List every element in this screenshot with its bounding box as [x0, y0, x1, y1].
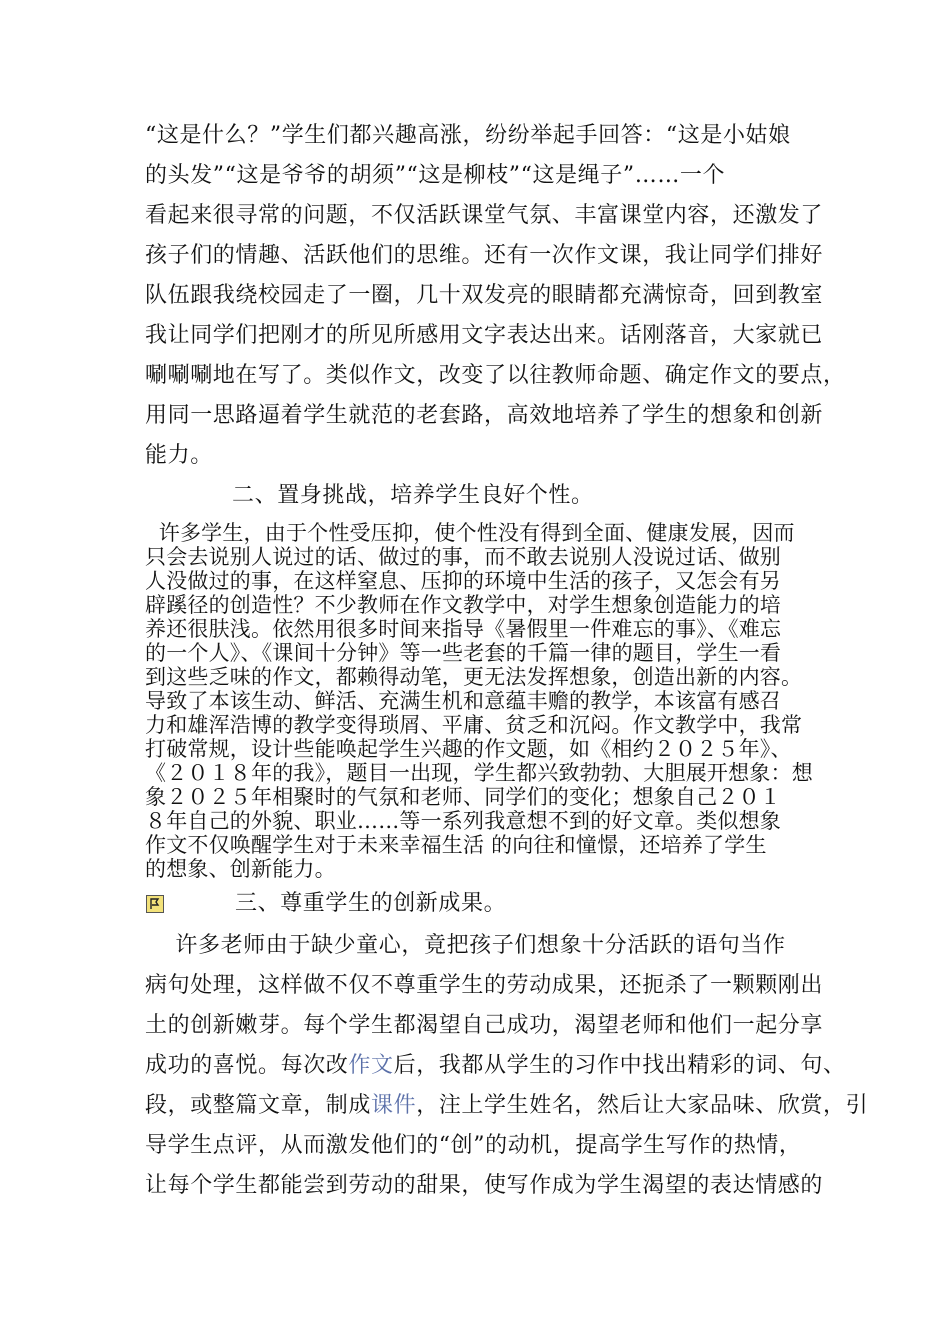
paragraph-line: 队伍跟我绕校园走了一圈，几十双发亮的眼睛都充满惊奇，回到教室	[145, 283, 824, 308]
text-run: 段，或整篇文章，制成	[145, 1093, 372, 1118]
paragraph-line	[145, 1092, 868, 1120]
paragraph-line	[145, 1052, 846, 1080]
text-run: ，注上学生姓名，然后让大家品味、欣赏，引	[416, 1093, 869, 1118]
paragraph-line: 看起来很寻常的问题，不仅活跃课堂气氛、丰富课堂内容，还激发了	[145, 203, 824, 228]
paragraph-line: 许多老师由于缺少童心，竟把孩子们想象十分活跃的语句当作	[145, 933, 786, 958]
paragraph-line: 到这些乏味的作文，都赖得动笔，更无法发挥想象，创造出新的内容。	[145, 665, 803, 689]
paragraph-line: 孩子们的情趣、活跃他们的思维。还有一次作文课，我让同学们排好	[145, 243, 824, 268]
paragraph-line: ８年自己的外貌、职业……等一系列我意想不到的好文章。类似想象	[145, 809, 781, 833]
link-zuowen[interactable]: 作文	[348, 1053, 394, 1078]
paragraph-line: 的头发”“这是爷爷的胡须”“这是柳枝”“这是绳子”……一个	[145, 163, 726, 188]
paragraph-line: 象２０２５年相聚时的气氛和老师、同学们的变化；想象自己２０１	[145, 785, 781, 809]
paragraph-line: 让每个学生都能尝到劳动的甜果，使写作成为学生渴望的表达情感的	[145, 1173, 824, 1198]
paragraph-line: 唰唰唰地在写了。类似作文，改变了以往教师命题、确定作文的要点，	[145, 363, 846, 388]
paragraph-line: 许多学生，由于个性受压抑，使个性没有得到全面、健康发展，因而	[145, 521, 795, 545]
paragraph-line: 能力。	[145, 443, 213, 468]
paragraph-line: 的想象、创新能力。	[145, 857, 336, 881]
paragraph-line: 用同一思路逼着学生就范的老套路，高效地培养了学生的想象和创新	[145, 403, 824, 428]
paragraph-line: 土的创新嫩芽。每个学生都渴望自己成功，渴望老师和他们一起分享	[145, 1013, 824, 1038]
paragraph-line: 养还很肤浅。依然用很多时间来指导《暑假里一件难忘的事》、《难忘	[145, 617, 782, 641]
paragraph-line: 导学生点评，从而激发他们的“创”的动机，提高学生写作的热情，	[145, 1133, 802, 1158]
paragraph-line: 《２０１８年的我》，题目一出现，学生都兴致勃勃、大胆展开想象：想	[145, 761, 813, 785]
paragraph-line: “这是什么？”学生们都兴趣高涨，纷纷举起手回答：“这是小姑娘	[145, 123, 791, 148]
paragraph-line: 只会去说别人说过的话、做过的事，而不敢去说别人没说过话、做别	[145, 545, 781, 569]
paragraph-line: 我让同学们把刚才的所见所感用文字表达出来。话刚落音，大家就已	[145, 323, 824, 348]
text-run: 成功的喜悦。每次改	[145, 1053, 349, 1078]
paragraph-line: 力和雄浑浩博的教学变得琐屑、平庸、贫乏和沉闷。作文教学中，我常	[145, 713, 803, 737]
paragraph-line: 辟蹊径的创造性？不少教师在作文教学中，对学生想象创造能力的培	[145, 593, 781, 617]
paragraph-line: 病句处理，这样做不仅不尊重学生的劳动成果，还扼杀了一颗颗刚出	[145, 973, 824, 998]
link-kejian[interactable]: 课件	[371, 1093, 417, 1118]
paragraph-line: 人没做过的事，在这样窒息、压抑的环境中生活的孩子，又怎会有另	[145, 569, 781, 593]
text-run: 后，我都从学生的习作中找出精彩的词、句、	[393, 1053, 846, 1078]
paragraph-line: 作文不仅唤醒学生对于未来幸福生活 的向往和憧憬，还培养了学生	[145, 833, 767, 857]
paragraph-line: 的一个人》、《课间十分钟》等一些老套的千篇一律的题目，学生一看	[145, 641, 782, 665]
section-heading-2: 二、置身挑战，培养学生良好个性。	[232, 483, 594, 508]
section-heading-3: 三、尊重学生的创新成果。	[235, 891, 507, 916]
paragraph-line: 导致了本该生动、鲜活、充满生机和意蕴丰赡的教学，本该富有感召	[145, 689, 781, 713]
paragraph-line: 打破常规，设计些能唤起学生兴趣的作文题，如《相约２０２５年》、	[145, 737, 792, 761]
flag-icon[interactable]	[146, 895, 164, 913]
